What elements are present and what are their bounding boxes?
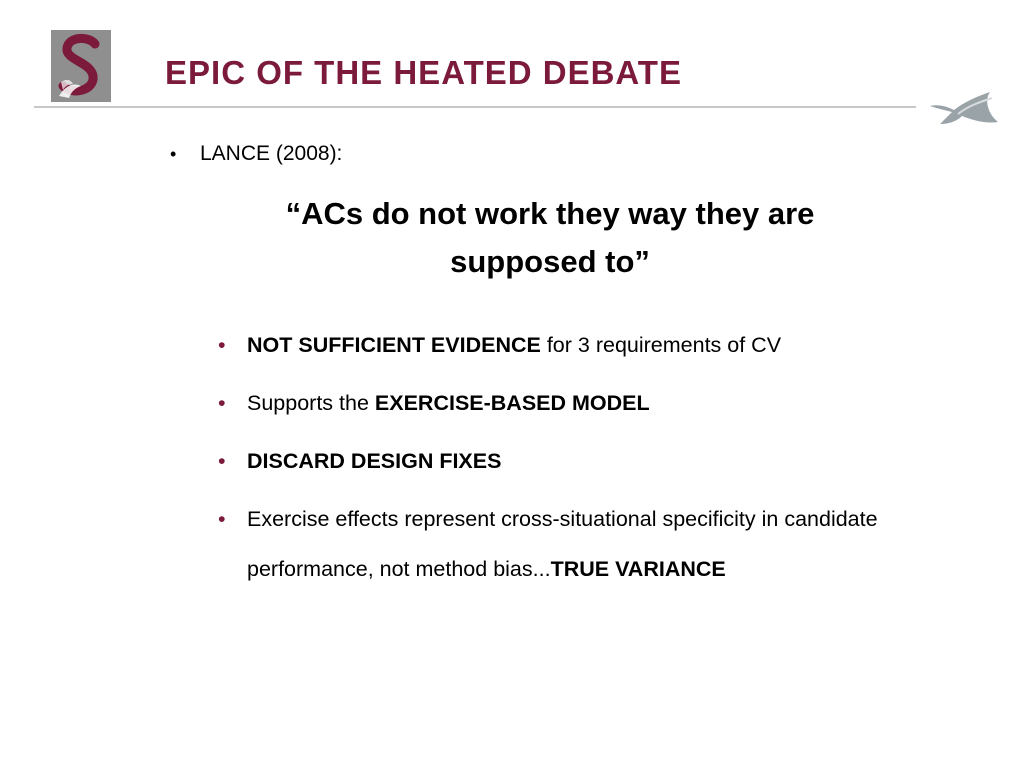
sub-bullet-list <box>218 320 918 602</box>
quote-line-2: supposed to” <box>450 244 650 279</box>
header-divider <box>34 106 916 108</box>
quote-line-1: “ACs do not work they way they are <box>285 196 815 231</box>
fish-icon <box>928 84 1002 134</box>
page-title: EPIC OF THE HEATED DEBATE <box>165 54 682 91</box>
bullet-icon: • <box>218 391 226 415</box>
list-item-bold: DISCARD DESIGN FIXES <box>247 449 502 473</box>
list-item <box>218 378 918 428</box>
list-item-bold: TRUE VARIANCE <box>550 557 726 581</box>
list-item <box>218 320 918 370</box>
list-item <box>218 436 918 486</box>
list-item-bold: NOT SUFFICIENT EVIDENCE <box>247 333 541 357</box>
bullet-icon: • <box>218 449 226 473</box>
quote-block <box>200 190 900 286</box>
list-item-post: for 3 requirements of CV <box>540 333 782 357</box>
bullet-lance-text: LANCE (2008): <box>200 142 343 165</box>
bullet-icon: • <box>218 507 226 531</box>
list-item <box>218 494 918 594</box>
bullet-icon: • <box>170 144 177 164</box>
bullet-lance <box>170 142 342 166</box>
list-item-pre: Supports the <box>247 391 375 415</box>
list-item-bold: EXERCISE-BASED MODEL <box>374 391 650 415</box>
stellenbosch-s-logo-icon <box>51 30 111 102</box>
list-item-pre: Exercise effects represent cross-situational specificity in candidate performance, not method bias... <box>247 507 878 581</box>
bullet-icon: • <box>218 333 226 357</box>
